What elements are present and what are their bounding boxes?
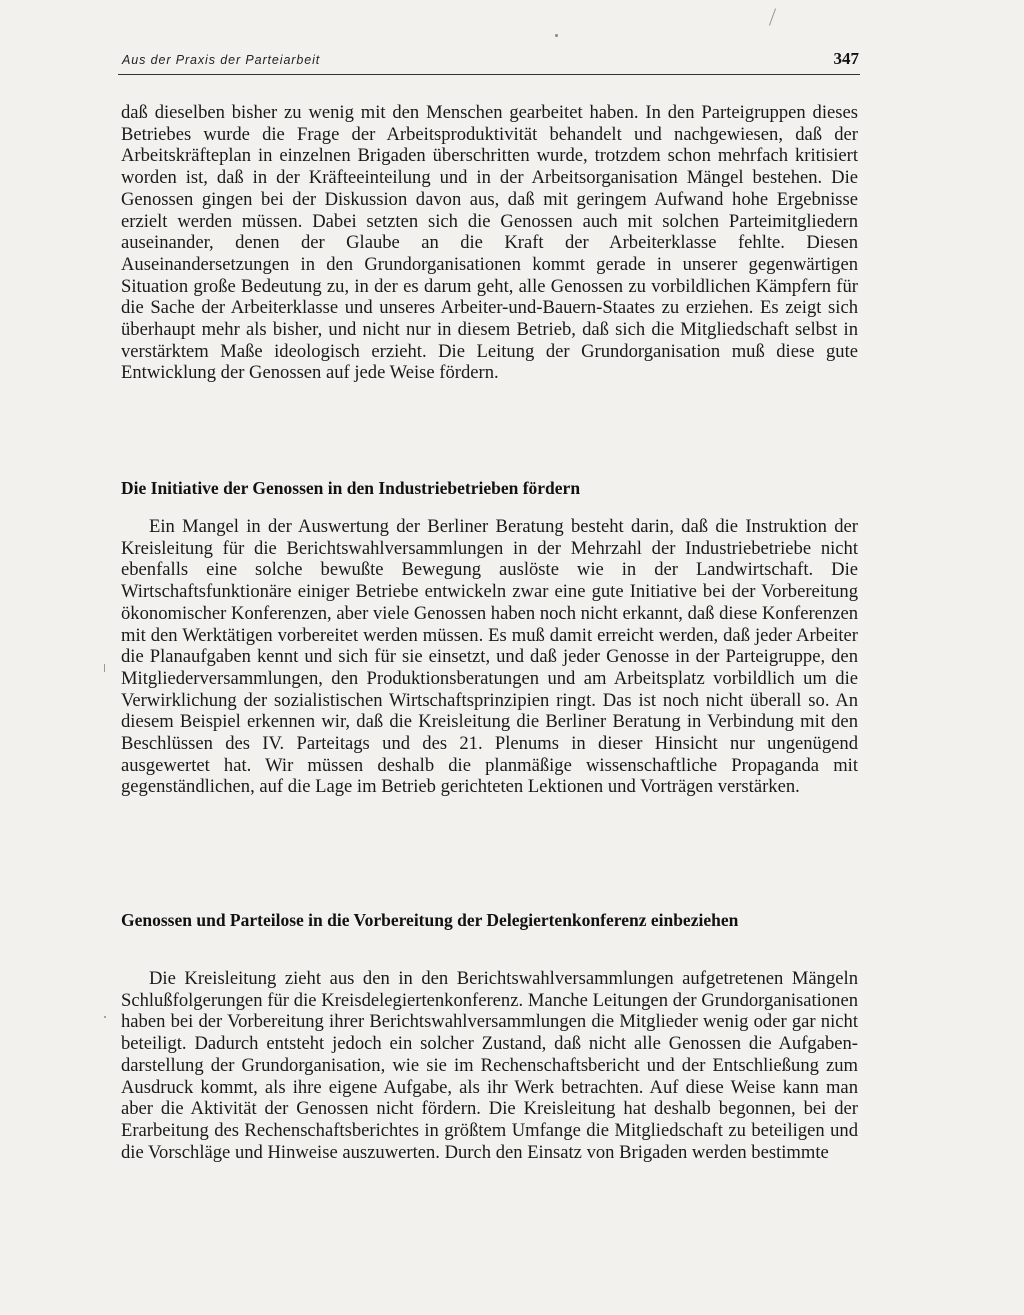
- paragraph-2: Ein Mangel in der Auswertung der Berliner Beratung besteht darin, daß die Instruktion der Kreisleitung für die Berichtswahlversammlungen in der Mehrzahl der Industriebetriebe nicht ebenfalls eine solche bewußte Bewegung auslöste wie in der Landwirtschaft. Die Wirtschaftsfunktionäre einiger Betriebe entwickeln zwar eine gute Initiative bei der Vorbereitung ökonomischer Konferenzen, aber viele Genossen haben noch nicht erkannt, daß diese Konferenzen mit den Werktätigen vorbereitet werden müssen. Es muß damit erreicht werden, daß jeder Arbeiter die Planaufgaben kennt und sich für sie einsetzt, und daß jeder Genosse in der Parteigruppe, den Mitgliederversammlungen, den Produktionsberatungen und am Arbeitsplatz vorbildlich um die Verwirklichung der sozialistischen Wirtschaftsprinzipien ringt. Das ist noch nicht überall so. An diesem Beispiel erkennen wir, daß die Kreisleitung die Berliner Beratung in Verbindung mit den Beschlüssen des IV. Parteitags und des 21. Plenums in dieser Hinsicht nur ungenügend ausgewertet hat. Wir müssen deshalb die planmäßige wissenschaftliche Propaganda mit gegenständlichen, auf die Lage im Betrieb gerichteten Lektionen und Vorträgen verstärken.: [121, 516, 858, 798]
- page-number: 347: [833, 49, 859, 68]
- scan-mark: [769, 8, 776, 25]
- paragraph-1: daß dieselben bisher zu wenig mit den Menschen gearbeitet haben. In den Parteigruppen dieses Betriebes wurde die Frage der Arbeitsproduktivität behandelt und nachgewiesen, daß der Arbeitskräfteplan in einzelnen Brigaden überschritten wurde, trotzdem schon mehrfach kritisiert worden ist, daß in der Kräfteeinteilung und in der Arbeitsorganisation Mängel bestehen. Die Genossen gingen bei der Diskussion davon aus, daß mit geringem Aufwand hohe Ergebnisse erzielt werden müssen. Dabei setzten sich die Genossen auch mit solchen Parteimitgliedern auseinander, denen der Glaube an die Kraft der Arbeiterklasse fehlte. Diesen Auseinandersetzungen in den Grundorganisationen kommt gerade in unserer gegenwärtigen Situation große Bedeutung zu, in der es darum geht, alle Genossen zu vorbildlichen Kämpfern für die Sache der Arbeiterklasse und unseres Arbeiter-und-Bauern-Staates zu erziehen. Es zeigt sich überhaupt mehr als bisher, und nicht nur in diesem Betrieb, daß sich die Mitgliedschaft selbst in verstärktem Maße ideologisch erzieht. Die Leitung der Grundorganisation muß diese gute Entwicklung der Genossen auf jede Weise fördern.: [121, 102, 858, 384]
- scan-speck: [104, 1016, 106, 1018]
- section-heading-2: Genossen und Parteilose in die Vorbereitung der Delegiertenkonferenz einbeziehen: [121, 910, 739, 930]
- running-header: [122, 49, 859, 75]
- header-rule: [118, 74, 860, 75]
- scan-mark: [104, 664, 105, 672]
- running-title: Aus der Praxis der Parteiarbeit: [122, 53, 321, 67]
- section-heading-1: Die Initiative der Genossen in den Industriebetrieben fördern: [121, 478, 581, 498]
- paragraph-3: Die Kreisleitung zieht aus den in den Berichtswahlversammlungen aufgetretenen Mängeln Schlußfolgerungen für die Kreisdelegiertenkonferenz. Manche Leitungen der Grundorganisationen haben bei der Vorbereitung ihrer Berichtswahlversammlungen die Mitglieder wenig oder gar nicht beteiligt. Dadurch entsteht jedoch ein solcher Zustand, daß nicht alle Genossen die Aufgabendarstellung der Grundorganisation, wie sie im Rechenschaftsbericht und der Entschließung zum Ausdruck kommt, als ihre eigene Aufgabe, als ihr Werk betrachten. Auf diese Weise kann man aber die Aktivität der Genossen nicht fördern. Die Kreisleitung hat deshalb begonnen, bei der Erarbeitung des Rechenschaftsberichtes in größtem Umfange die Mitgliedschaft zu beteiligen und die Vorschläge und Hinweise auszuwerten. Durch den Einsatz von Brigaden werden bestimmte: [121, 968, 858, 1163]
- scan-speck: [555, 34, 558, 37]
